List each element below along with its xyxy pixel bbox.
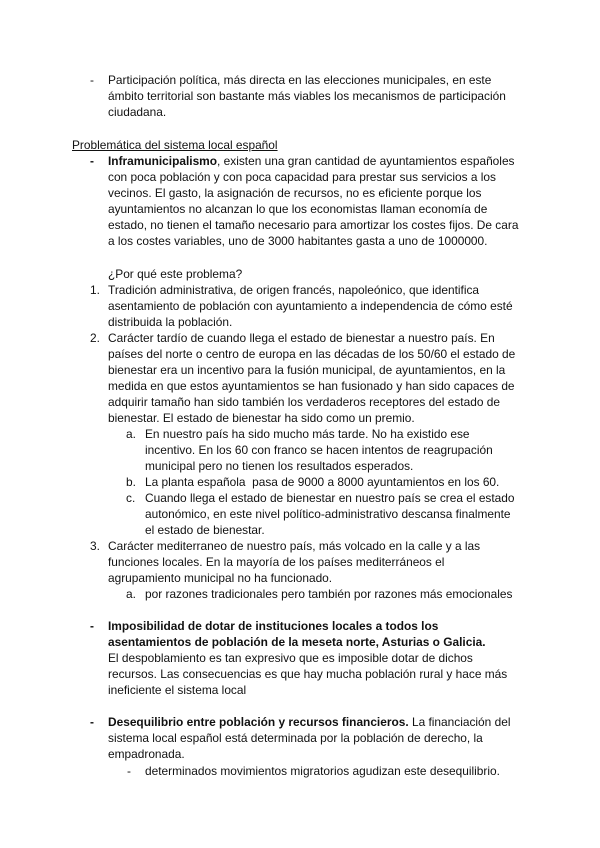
paragraph-line: medida en que estos ayuntamientos se han fusionado y han sido capaces de <box>108 379 515 393</box>
paragraph-line: ayuntamientos no alcanzan lo que los economistas llaman economía de <box>108 202 488 216</box>
paragraph-line: Carácter tardío de cuando llega el estado de bienestar a nuestro país. En <box>108 331 495 345</box>
paragraph-line: municipal pero no tienen los resultados esperados. <box>145 459 414 473</box>
paragraph-line: vecinos. El gasto, la asignación de recursos, no es eficiente porque los <box>108 186 482 200</box>
paragraph-line: distribuida la población. <box>108 315 233 329</box>
paragraph-line: empadronada. <box>108 747 185 761</box>
list-number: 3. <box>90 539 100 553</box>
bold-heading-line: asentamientos de población de la meseta norte, Asturias o Galicia. <box>108 635 486 649</box>
list-letter: a. <box>126 427 136 441</box>
paragraph-line: Tradición administrativa, de origen francés, napoleónico, que identifica <box>108 283 480 297</box>
list-number: 1. <box>90 283 100 297</box>
bullet-dash: - <box>90 154 94 168</box>
list-letter: a. <box>126 587 136 601</box>
paragraph-line: por razones tradicionales pero también por razones más emocionales <box>145 587 513 601</box>
paragraph-line: países del norte o centro de europa en las décadas de los 50/60 el estado de <box>108 347 516 361</box>
paragraph-line: El despoblamiento es tan expresivo que es imposible dotar de dichos <box>108 651 473 665</box>
paragraph-line: ciudadana. <box>108 105 167 119</box>
line-text: La financiación del <box>408 715 511 729</box>
paragraph-line: determinados movimientos migratorios agudizan este desequilibrio. <box>145 764 500 778</box>
bullet-dash: - <box>90 73 94 87</box>
bold-heading-line: Imposibilidad de dotar de instituciones locales a todos los <box>108 619 439 633</box>
list-number: 2. <box>90 331 100 345</box>
list-letter: c. <box>126 491 136 505</box>
paragraph-line: sistema local español está determinada por la población de derecho, la <box>108 731 483 745</box>
paragraph-line: el estado de bienestar. <box>145 523 265 537</box>
line-text: , existen una gran cantidad de ayuntamientos españoles <box>217 154 515 168</box>
list-letter: b. <box>126 475 136 489</box>
paragraph-line: bienestar era un incentivo para la fusión municipal, de ayuntamientos, en la <box>108 363 506 377</box>
bullet-dash: - <box>127 764 131 778</box>
paragraph-line: estado, no tienen el tamaño necesario para amortizar los costes fijos. De cara <box>108 218 519 232</box>
paragraph-line: bienestar. El estado de bienestar ha sido como un premio. <box>108 411 415 425</box>
paragraph-line: ineficiente el sistema local <box>108 683 247 697</box>
term-bold: Inframunicipalismo <box>108 154 218 168</box>
paragraph-line: La planta española pasa de 9000 a 8000 ayuntamientos en los 60. <box>145 475 500 489</box>
paragraph-line: recursos. Las consecuencias es que hay mucha población rural y hace más <box>108 667 508 681</box>
paragraph-line: En nuestro país ha sido mucho más tarde. No ha existido ese <box>145 427 470 441</box>
paragraph-line: Carácter mediterraneo de nuestro país, más volcado en la calle y a las <box>108 539 481 553</box>
bullet-dash: - <box>90 619 94 633</box>
section-heading: Problemática del sistema local español <box>72 138 278 152</box>
paragraph-line: Participación política, más directa en las elecciones municipales, en este <box>108 73 492 87</box>
paragraph-line: con poca población y con poca capacidad para prestar sus servicios a los <box>108 170 496 184</box>
paragraph-line: agrupamiento municipal no ha funcionado. <box>108 571 333 585</box>
paragraph-line: Cuando llega el estado de bienestar en nuestro país se crea el estado <box>145 491 515 505</box>
paragraph-line: asentamiento de población con ayuntamiento a independencia de cómo esté <box>108 299 513 313</box>
paragraph-line: autonómico, en este nivel político-administrativo descansa finalmente <box>145 507 511 521</box>
paragraph-line: a los costes variables, uno de 3000 habitantes gasta a uno de 1000000. <box>108 234 488 248</box>
paragraph-line: incentivo. En los 60 con franco se hacen intentos de reagrupación <box>145 443 493 457</box>
paragraph-line: ámbito territorial son bastante más viables los mecanismos de participación <box>108 89 506 103</box>
bullet-dash: - <box>90 715 94 729</box>
question-line: ¿Por qué este problema? <box>108 267 243 281</box>
desequilibrio-first-line <box>108 714 510 730</box>
paragraph-line: adquirir tamaño han sido también los verdaderos receptores del estado de <box>108 395 500 409</box>
inframunicipalismo-first-line <box>108 153 515 169</box>
term-bold: Desequilibrio entre población y recursos financieros. <box>108 715 409 729</box>
paragraph-line: funciones locales. En la mayoría de los países mediterráneos el <box>108 555 445 569</box>
